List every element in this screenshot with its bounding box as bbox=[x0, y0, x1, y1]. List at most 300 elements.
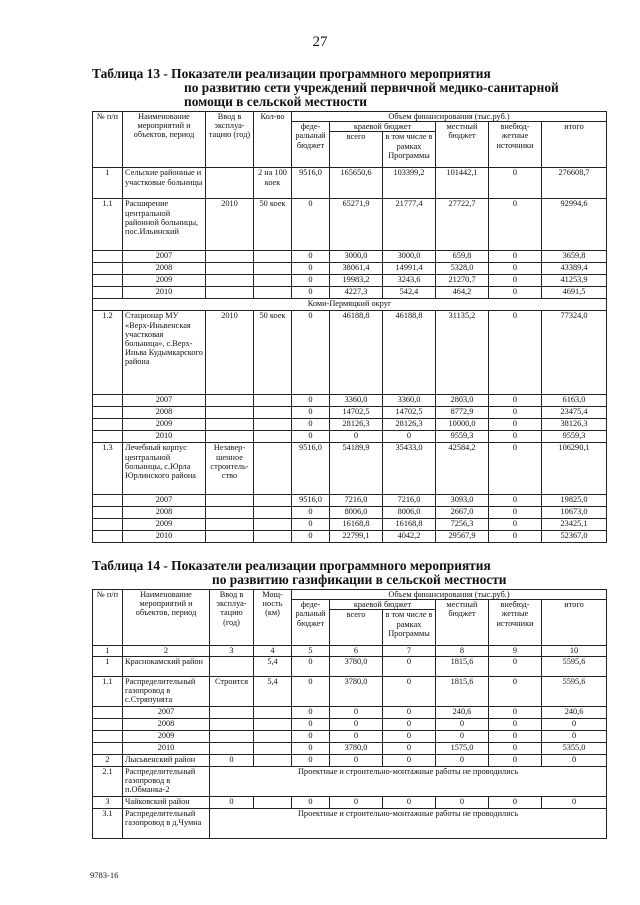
t13-header-num: № п/п bbox=[93, 112, 123, 168]
table-cell: 14991,4 bbox=[383, 263, 436, 275]
table-cell-name: 2007 bbox=[123, 495, 206, 507]
table-cell: 0 bbox=[489, 495, 542, 507]
table-cell: 21777,4 bbox=[383, 199, 436, 251]
t13-header-qty: Кол-во bbox=[254, 112, 292, 168]
t13-body bbox=[93, 168, 607, 543]
table-cell bbox=[254, 419, 292, 431]
table-cell bbox=[93, 275, 123, 287]
table-cell: 5595,6 bbox=[542, 656, 607, 676]
table-cell: 9516,0 bbox=[292, 168, 330, 199]
table-cell-name: 2009 bbox=[123, 419, 206, 431]
table-cell-name: 2010 bbox=[123, 531, 206, 543]
table-cell: 9559,3 bbox=[436, 431, 489, 443]
table-cell: 54189,9 bbox=[330, 443, 383, 495]
table-cell bbox=[93, 419, 123, 431]
table-row bbox=[93, 443, 607, 495]
table-cell: 65271,9 bbox=[330, 199, 383, 251]
table-cell-name: 2010 bbox=[123, 742, 210, 754]
t14-colnum: 6 bbox=[330, 646, 383, 656]
table-cell bbox=[210, 706, 254, 718]
table-cell: 0 bbox=[292, 531, 330, 543]
table-cell: 165650,6 bbox=[330, 168, 383, 199]
table-cell: 0 bbox=[330, 718, 383, 730]
table-cell: 3780,0 bbox=[330, 676, 383, 706]
table14-title-line1: Таблица 14 - Показатели реализации программного мероприятия bbox=[92, 558, 491, 573]
table-cell: 0 bbox=[210, 796, 254, 808]
table-cell bbox=[93, 431, 123, 443]
t14-header-regional-program: в том числе в рамках Программы bbox=[383, 610, 436, 646]
table-cell: 0 bbox=[292, 796, 330, 808]
table-cell-name: Расширение центральной районной больницы, пос.Ильинский bbox=[123, 199, 206, 251]
table-cell: 9516,0 bbox=[292, 495, 330, 507]
table-row bbox=[93, 311, 607, 395]
table-cell: 5595,6 bbox=[542, 676, 607, 706]
table-row bbox=[93, 407, 607, 419]
table-cell: 1815,6 bbox=[436, 656, 489, 676]
table-cell: 0 bbox=[489, 656, 542, 676]
table-cell: Строится bbox=[210, 676, 254, 706]
table-cell: 38126,3 bbox=[542, 419, 607, 431]
table-cell: 2803,0 bbox=[436, 395, 489, 407]
table-cell: 28126,3 bbox=[330, 419, 383, 431]
table-cell: 16168,8 bbox=[330, 519, 383, 531]
t14-colnum: 7 bbox=[383, 646, 436, 656]
table-cell: 19983,2 bbox=[330, 275, 383, 287]
table-row bbox=[93, 531, 607, 543]
table-cell: 0 bbox=[489, 507, 542, 519]
table-cell: 0 bbox=[489, 199, 542, 251]
table-cell bbox=[254, 395, 292, 407]
table-cell: 16168,8 bbox=[383, 519, 436, 531]
table-cell: 1 bbox=[93, 656, 123, 676]
table-cell: 0 bbox=[330, 754, 383, 766]
t14-body bbox=[93, 646, 607, 838]
table-row bbox=[93, 495, 607, 507]
table-row bbox=[93, 168, 607, 199]
table-cell: 0 bbox=[292, 676, 330, 706]
table-cell: 42584,2 bbox=[436, 443, 489, 495]
table-cell bbox=[206, 168, 254, 199]
table-cell: 5,4 bbox=[254, 676, 292, 706]
table-cell: 0 bbox=[542, 718, 607, 730]
t14-colnum: 2 bbox=[123, 646, 210, 656]
table-cell: 5355,0 bbox=[542, 742, 607, 754]
table-row bbox=[93, 796, 607, 808]
table-cell bbox=[93, 287, 123, 299]
page-number: 27 bbox=[312, 34, 328, 50]
table-row bbox=[93, 730, 607, 742]
table-cell: 3360,0 bbox=[383, 395, 436, 407]
table-cell: 19825,0 bbox=[542, 495, 607, 507]
table-row bbox=[93, 706, 607, 718]
table-cell bbox=[254, 796, 292, 808]
table-cell: 22799,1 bbox=[330, 531, 383, 543]
table-cell: 3.1 bbox=[93, 808, 123, 838]
table-cell: 6163,0 bbox=[542, 395, 607, 407]
table-cell: 0 bbox=[489, 796, 542, 808]
table-cell: 46188,8 bbox=[330, 311, 383, 395]
table-cell: 0 bbox=[436, 718, 489, 730]
table-cell: 0 bbox=[292, 251, 330, 263]
table-cell: 50 коек bbox=[254, 199, 292, 251]
table-cell-name: Сельские районные и участковые больницы bbox=[123, 168, 206, 199]
t14-header-federal: феде-ральный бюджет bbox=[292, 600, 330, 646]
table-cell bbox=[206, 431, 254, 443]
t14-column-numbers bbox=[93, 646, 607, 656]
table-cell bbox=[254, 263, 292, 275]
table-cell-name: 2008 bbox=[123, 407, 206, 419]
table-cell bbox=[254, 495, 292, 507]
t13-section-row: Коми-Пермяцкий округ bbox=[93, 299, 607, 311]
table-cell bbox=[93, 531, 123, 543]
table-13 bbox=[92, 111, 607, 543]
table-cell bbox=[254, 275, 292, 287]
table-cell: 0 bbox=[542, 796, 607, 808]
t14-colnum: 4 bbox=[254, 646, 292, 656]
t14-colnum: 8 bbox=[436, 646, 489, 656]
table-cell: 0 bbox=[489, 251, 542, 263]
table-cell-name: 2007 bbox=[123, 395, 206, 407]
table-cell: 31135,2 bbox=[436, 311, 489, 395]
table-cell bbox=[254, 287, 292, 299]
table-cell: 0 bbox=[489, 718, 542, 730]
table-cell: 276608,7 bbox=[542, 168, 607, 199]
table-cell bbox=[206, 507, 254, 519]
t14-colnum: 5 bbox=[292, 646, 330, 656]
table-cell bbox=[206, 495, 254, 507]
table-cell-name: Лысьвенский район bbox=[123, 754, 210, 766]
table-cell bbox=[254, 531, 292, 543]
table-cell: 0 bbox=[330, 431, 383, 443]
table-cell: 103399,2 bbox=[383, 168, 436, 199]
table-cell: 0 bbox=[383, 718, 436, 730]
table-cell-name: 2009 bbox=[123, 275, 206, 287]
table-cell-name: 2009 bbox=[123, 730, 210, 742]
table-cell: 0 bbox=[489, 742, 542, 754]
table-row bbox=[93, 251, 607, 263]
table-cell bbox=[254, 507, 292, 519]
table-cell: 1.2 bbox=[93, 311, 123, 395]
table-cell bbox=[210, 656, 254, 676]
table-cell: 0 bbox=[489, 311, 542, 395]
footer-code: 9783-16 bbox=[90, 870, 119, 880]
table-row bbox=[93, 754, 607, 766]
table-cell: 0 bbox=[292, 407, 330, 419]
table-cell bbox=[210, 730, 254, 742]
table-cell: 0 bbox=[292, 275, 330, 287]
table-cell bbox=[254, 443, 292, 495]
table-cell: 1575,0 bbox=[436, 742, 489, 754]
t14-header-regional-all: всего bbox=[330, 610, 383, 646]
table-cell: 3780,0 bbox=[330, 656, 383, 676]
table-cell: 41253,9 bbox=[542, 275, 607, 287]
table-cell bbox=[93, 730, 123, 742]
table-cell: 0 bbox=[489, 443, 542, 495]
table-cell: 1.1 bbox=[93, 676, 123, 706]
table-row bbox=[93, 656, 607, 676]
table-cell-name: 2008 bbox=[123, 507, 206, 519]
table-cell-name: Распределительный газопровод в с.Стряпунята bbox=[123, 676, 210, 706]
table-cell: 0 bbox=[330, 706, 383, 718]
table-cell: 0 bbox=[292, 519, 330, 531]
table-cell: 50 коек bbox=[254, 311, 292, 395]
table-cell: 77324,0 bbox=[542, 311, 607, 395]
table-cell bbox=[93, 495, 123, 507]
table-cell bbox=[254, 407, 292, 419]
table-cell-name: 2007 bbox=[123, 706, 210, 718]
table-cell: 101442,1 bbox=[436, 168, 489, 199]
table-cell bbox=[254, 742, 292, 754]
t14-colnum: 1 bbox=[93, 646, 123, 656]
table-cell bbox=[93, 407, 123, 419]
table-cell: 0 bbox=[292, 507, 330, 519]
t14-colnum: 10 bbox=[542, 646, 607, 656]
table-cell: 659,8 bbox=[436, 251, 489, 263]
table13-title-line3: помощи в сельской местности bbox=[184, 94, 368, 109]
table-cell bbox=[206, 263, 254, 275]
t14-colnum: 9 bbox=[489, 646, 542, 656]
table-cell bbox=[93, 507, 123, 519]
table-cell: 8006,0 bbox=[383, 507, 436, 519]
table-cell-name: Распределительный газопровод в п.Обманка-2 bbox=[123, 766, 210, 796]
table-cell: 4691,5 bbox=[542, 287, 607, 299]
table-cell: 2 на 100 коек bbox=[254, 168, 292, 199]
table-cell: 0 bbox=[489, 395, 542, 407]
table-cell: 0 bbox=[542, 754, 607, 766]
table-14 bbox=[92, 589, 607, 839]
table-cell: 240,6 bbox=[436, 706, 489, 718]
table-cell: 2667,0 bbox=[436, 507, 489, 519]
table-cell bbox=[254, 706, 292, 718]
table-cell: 106290,1 bbox=[542, 443, 607, 495]
table-cell: 1815,6 bbox=[436, 676, 489, 706]
t14-note-cell: Проектные и строительно-монтажные работы не проводились bbox=[210, 766, 607, 796]
table-row bbox=[93, 507, 607, 519]
table-cell: 9516,0 bbox=[292, 443, 330, 495]
table-cell: 0 bbox=[292, 742, 330, 754]
t14-header-total: итого bbox=[542, 600, 607, 646]
table-cell-name: 2008 bbox=[123, 718, 210, 730]
t14-header-num: № п/п bbox=[93, 590, 123, 646]
table-cell: 3659,8 bbox=[542, 251, 607, 263]
table-row bbox=[93, 287, 607, 299]
table-cell: 0 bbox=[436, 796, 489, 808]
table-cell: 9559,3 bbox=[542, 431, 607, 443]
table-cell bbox=[206, 275, 254, 287]
table-cell: 29567,9 bbox=[436, 531, 489, 543]
table-cell bbox=[206, 419, 254, 431]
table-cell: 0 bbox=[436, 754, 489, 766]
table-cell: 0 bbox=[489, 431, 542, 443]
table-cell-name: 2007 bbox=[123, 251, 206, 263]
table-cell: 4227,3 bbox=[330, 287, 383, 299]
table-cell: 0 bbox=[383, 742, 436, 754]
table-cell: 2 bbox=[93, 754, 123, 766]
table-cell: 14702,5 bbox=[330, 407, 383, 419]
table-cell bbox=[210, 718, 254, 730]
table-cell: 0 bbox=[330, 730, 383, 742]
table-cell: 27722,7 bbox=[436, 199, 489, 251]
table-cell-name: Стационар МУ «Верх-Иньвенская участковая больница», с.Верх-Иньва Кудымкарского района bbox=[123, 311, 206, 395]
t13-header-extra: внебюд-жетные источники bbox=[489, 122, 542, 168]
table-cell: 0 bbox=[489, 706, 542, 718]
table-cell: 46188,8 bbox=[383, 311, 436, 395]
t14-header-name: Наименование мероприятий и объектов, период bbox=[123, 590, 210, 646]
table-cell-name: Распределительный газопровод в д.Чумна bbox=[123, 808, 210, 838]
table-cell: 2010 bbox=[206, 199, 254, 251]
table-cell-name: Чайковский район bbox=[123, 796, 210, 808]
table-cell: 0 bbox=[383, 706, 436, 718]
table-cell-name: Лечебный корпус центральной больницы, с.Юрла Юрлинского района bbox=[123, 443, 206, 495]
table-cell: 0 bbox=[489, 407, 542, 419]
table-row bbox=[93, 275, 607, 287]
table-cell: 3000,0 bbox=[383, 251, 436, 263]
table-cell: 3243,6 bbox=[383, 275, 436, 287]
table-cell: 7216,0 bbox=[330, 495, 383, 507]
table-cell: 0 bbox=[292, 706, 330, 718]
table-row bbox=[93, 299, 607, 311]
table-cell bbox=[93, 718, 123, 730]
t14-header-extra: внебюд-жетные источники bbox=[489, 600, 542, 646]
table-cell: 0 bbox=[489, 676, 542, 706]
table-cell: 0 bbox=[292, 730, 330, 742]
table-cell: 1 bbox=[93, 168, 123, 199]
table-cell: 3000,0 bbox=[330, 251, 383, 263]
table-cell: 1.3 bbox=[93, 443, 123, 495]
table-cell: 0 bbox=[292, 263, 330, 275]
table-cell bbox=[254, 718, 292, 730]
table-row bbox=[93, 742, 607, 754]
table-cell: 43389,4 bbox=[542, 263, 607, 275]
table-cell: 3093,0 bbox=[436, 495, 489, 507]
table-cell: 0 bbox=[383, 676, 436, 706]
table-cell: 2.1 bbox=[93, 766, 123, 796]
table-cell: 10000,0 bbox=[436, 419, 489, 431]
t14-header-regional: краевой бюджет bbox=[330, 600, 436, 610]
t13-header-federal: феде-ральный бюджет bbox=[292, 122, 330, 168]
table-cell: 0 bbox=[489, 287, 542, 299]
t14-colnum: 3 bbox=[210, 646, 254, 656]
table-cell bbox=[93, 395, 123, 407]
table-row bbox=[93, 808, 607, 838]
table-cell bbox=[254, 519, 292, 531]
table-cell bbox=[93, 519, 123, 531]
t13-header-input: Ввод в эксплуа-тацию (год) bbox=[206, 112, 254, 168]
table-cell: 0 bbox=[292, 311, 330, 395]
table-cell: 542,4 bbox=[383, 287, 436, 299]
t13-header-financing: Объем финансирования (тыс.руб.) bbox=[292, 112, 607, 122]
table-cell: 0 bbox=[383, 754, 436, 766]
table14-title-line2: по развитию газификации в сельской местности bbox=[212, 572, 507, 587]
table-cell: 3360,0 bbox=[330, 395, 383, 407]
table-cell: 8006,0 bbox=[330, 507, 383, 519]
table-cell-name: 2009 bbox=[123, 519, 206, 531]
table-cell: 92994,6 bbox=[542, 199, 607, 251]
table-cell bbox=[93, 251, 123, 263]
table-cell: 0 bbox=[489, 519, 542, 531]
table-cell: 0 bbox=[489, 275, 542, 287]
table-row bbox=[93, 431, 607, 443]
table-cell bbox=[206, 287, 254, 299]
table-cell: 0 bbox=[489, 263, 542, 275]
t14-header-local: местный бюджет bbox=[436, 600, 489, 646]
t13-header-regional: краевой бюджет bbox=[330, 122, 436, 132]
table-cell bbox=[210, 742, 254, 754]
t13-header-name: Наименование мероприятий и объектов, период bbox=[123, 112, 206, 168]
table-cell: 0 bbox=[489, 754, 542, 766]
table-cell: 14702,5 bbox=[383, 407, 436, 419]
table-cell: 7256,3 bbox=[436, 519, 489, 531]
table-cell: 0 bbox=[292, 199, 330, 251]
table-row bbox=[93, 676, 607, 706]
table-cell-name: 2008 bbox=[123, 263, 206, 275]
table-cell: 0 bbox=[489, 730, 542, 742]
table-cell: 5328,0 bbox=[436, 263, 489, 275]
table-row bbox=[93, 766, 607, 796]
table-cell: 5,4 bbox=[254, 656, 292, 676]
t14-note-cell: Проектные и строительно-монтажные работы не проводились bbox=[210, 808, 607, 838]
table-row bbox=[93, 395, 607, 407]
t13-header-regional-program: в том числе в рамках Программы bbox=[383, 132, 436, 168]
table-cell: 1.1 bbox=[93, 199, 123, 251]
table-cell: 21270,7 bbox=[436, 275, 489, 287]
table-cell: 3 bbox=[93, 796, 123, 808]
table-cell: 0 bbox=[383, 656, 436, 676]
table-cell-name: 2010 bbox=[123, 287, 206, 299]
table-row bbox=[93, 519, 607, 531]
table-cell bbox=[206, 251, 254, 263]
table-cell bbox=[93, 742, 123, 754]
table-cell: 0 bbox=[489, 168, 542, 199]
table-cell: 0 bbox=[436, 730, 489, 742]
table-cell: 0 bbox=[489, 531, 542, 543]
table13-title-line2: по развитию сети учреждений первичной медико-санитарной bbox=[184, 80, 559, 95]
t14-header-financing: Объем финансирования (тыс.руб.) bbox=[292, 590, 607, 600]
table-cell: 35433,0 bbox=[383, 443, 436, 495]
t13-header-regional-all: всего bbox=[330, 132, 383, 168]
table-cell: 0 bbox=[330, 796, 383, 808]
table-cell: 52367,0 bbox=[542, 531, 607, 543]
table-cell: 240,6 bbox=[542, 706, 607, 718]
table-cell bbox=[254, 754, 292, 766]
t13-header-local: местный бюджет bbox=[436, 122, 489, 168]
table-cell: 23425,1 bbox=[542, 519, 607, 531]
table-cell: 0 bbox=[210, 754, 254, 766]
table-row bbox=[93, 419, 607, 431]
table-cell: 2010 bbox=[206, 311, 254, 395]
table-cell bbox=[93, 706, 123, 718]
table-cell bbox=[206, 519, 254, 531]
table-cell: 0 bbox=[383, 730, 436, 742]
table-cell: 38061,4 bbox=[330, 263, 383, 275]
table-cell: 23475,4 bbox=[542, 407, 607, 419]
table-cell: 464,2 bbox=[436, 287, 489, 299]
t14-header-power: Мощ-ность (км) bbox=[254, 590, 292, 646]
table-cell bbox=[93, 263, 123, 275]
table-cell: 0 bbox=[292, 718, 330, 730]
table-cell bbox=[254, 251, 292, 263]
table-cell: 7216,0 bbox=[383, 495, 436, 507]
t13-header-total: итого bbox=[542, 122, 607, 168]
table-cell: 0 bbox=[292, 656, 330, 676]
table-row bbox=[93, 263, 607, 275]
table-cell: 0 bbox=[489, 419, 542, 431]
table-cell: 4042,2 bbox=[383, 531, 436, 543]
table-cell bbox=[206, 407, 254, 419]
table-row bbox=[93, 199, 607, 251]
table-cell: 0 bbox=[383, 431, 436, 443]
table-cell bbox=[206, 531, 254, 543]
